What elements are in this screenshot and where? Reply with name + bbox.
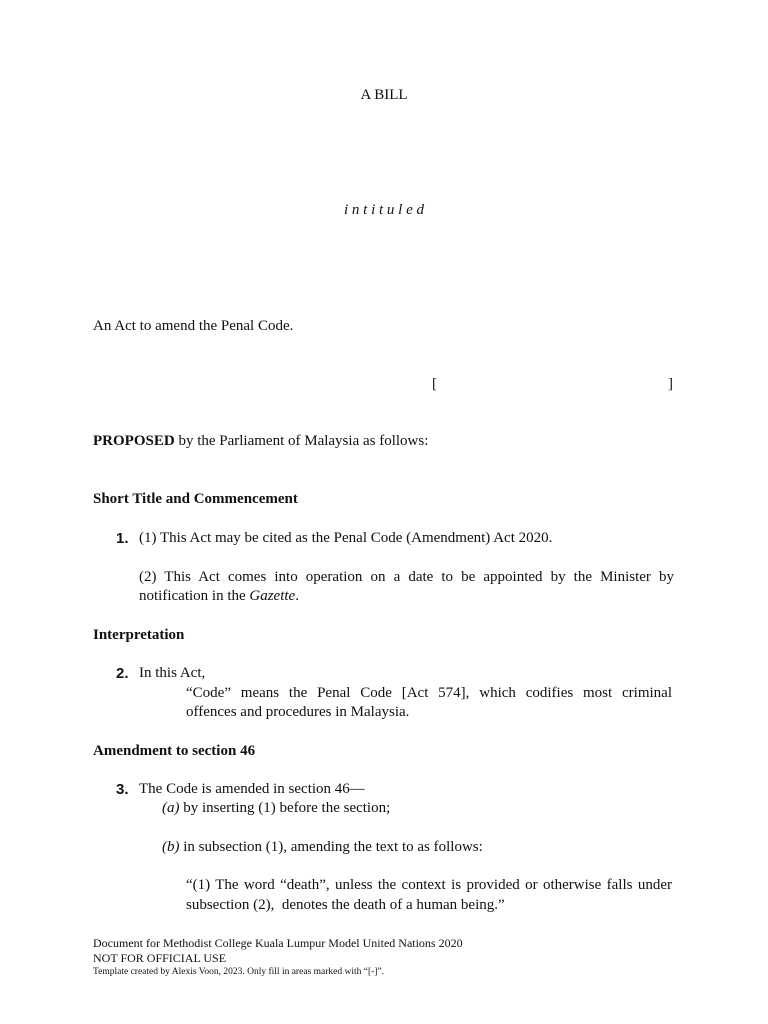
section-3-heading: Amendment to section 46 (93, 743, 256, 759)
section-2-definition-line2: offences and procedures in Malaysia. (186, 704, 410, 720)
enacting-rest: by the Parliament of Malaysia as follows: (174, 433, 429, 449)
long-title: An Act to amend the Penal Code. (93, 318, 294, 334)
section-3-para-a (162, 800, 390, 817)
section-3-number: 3. (116, 781, 129, 798)
para-b-label: (b) (162, 839, 180, 855)
section-1-sub1: (1) This Act may be cited as the Penal Code (Amendment) Act 2020. (139, 530, 553, 546)
section-2-intro: In this Act, (139, 665, 206, 681)
section-1-sub2-line1: (2) This Act comes into operation on a date to be appointed by the Minister by (139, 569, 674, 585)
section-1-number: 1. (116, 530, 129, 547)
gazette-pre: notification in the (139, 588, 250, 604)
section-2-number: 2. (116, 665, 129, 682)
section-1-heading: Short Title and Commencement (93, 491, 298, 507)
gazette-post: . (295, 588, 299, 604)
section-3-para-b (162, 839, 483, 856)
footer-line1: Document for Methodist College Kuala Lumpur Model United Nations 2020 (93, 936, 463, 950)
date-bracket-open: [ (432, 376, 437, 392)
intituled: i n t i t u l e d (344, 202, 424, 218)
para-b-text: in subsection (1), amending the text to as follows: (179, 839, 483, 855)
section-3-intro: The Code is amended in section 46— (139, 781, 365, 797)
section-3-quote-line2: subsection (2), denotes the death of a human being.” (186, 897, 505, 913)
section-2-definition-line1: “Code” means the Penal Code [Act 574], which codifies most criminal (186, 685, 672, 701)
para-a-label: (a) (162, 800, 180, 816)
date-bracket-close: ] (668, 376, 673, 392)
gazette-word: Gazette (249, 588, 296, 604)
bill-label: A BILL (360, 87, 408, 103)
para-a-text: by inserting (1) before the section; (179, 800, 391, 816)
footer-line2: NOT FOR OFFICIAL USE (93, 951, 227, 965)
section-2-heading: Interpretation (93, 627, 185, 643)
enacting-bold: PROPOSED (93, 433, 175, 449)
footer-line3: Template created by Alexis Voon, 2023. Only fill in areas marked with “[-]”. (93, 967, 385, 977)
section-1-sub2-line2 (139, 588, 299, 605)
section-3-quote-line1: “(1) The word “death”, unless the context is provided or otherwise falls under (186, 877, 672, 893)
enacting-formula (93, 433, 428, 450)
